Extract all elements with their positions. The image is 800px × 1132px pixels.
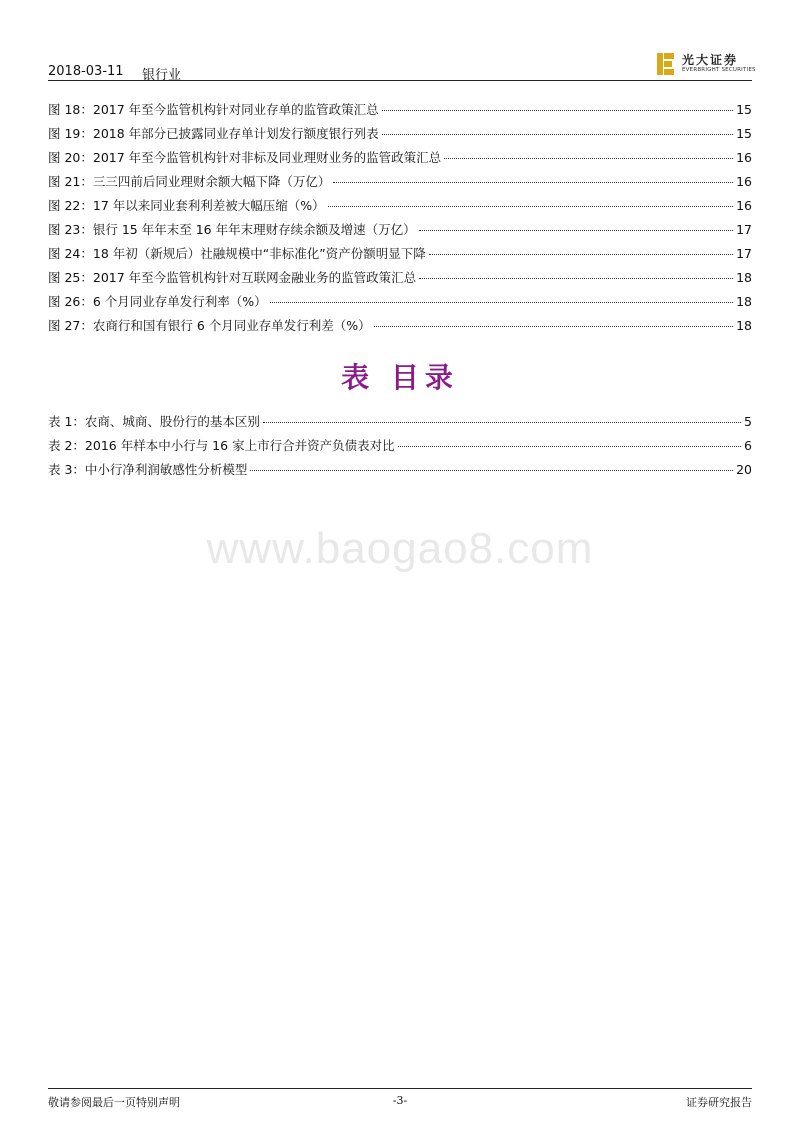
toc-leader-dots [263,422,741,423]
toc-entry-page[interactable]: 17 [736,246,752,261]
toc-leader-dots [250,470,733,471]
toc-entry-label[interactable]: 图 27：农商行和国有银行 6 个月同业存单发行利差（%） [48,318,371,333]
page-number: -3- [392,1094,408,1107]
table-toc-title: 表 目录 [341,361,459,394]
table-toc-list [48,410,752,482]
company-logo [656,50,756,78]
toc-entry-page[interactable]: 16 [736,174,752,189]
toc-entry-page[interactable]: 6 [744,438,752,453]
toc-leader-dots [398,446,741,447]
toc-entry[interactable] [48,146,752,170]
figure-toc-list [48,98,752,338]
page-header [48,50,756,83]
toc-entry-page[interactable]: 17 [736,222,752,237]
toc-entry[interactable] [48,242,752,266]
toc-entry[interactable] [48,410,752,434]
toc-entry-label[interactable]: 图 26：6 个月同业存单发行利率（%） [48,294,267,309]
toc-entry-label[interactable]: 表 3：中小行净利润敏感性分析模型 [48,462,248,477]
toc-leader-dots [328,206,733,207]
toc-entry-label[interactable]: 图 25：2017 年至今监管机构针对互联网金融业务的监管政策汇总 [48,270,417,285]
report-industry: 银行业 [142,68,182,83]
toc-entry-page[interactable]: 15 [736,102,752,117]
toc-entry-label[interactable]: 表 2：2016 年样本中小行与 16 家上市行合并资产负债表对比 [48,438,395,453]
toc-entry-label[interactable]: 图 20：2017 年至今监管机构针对非标及同业理财业务的监管政策汇总 [48,150,442,165]
toc-leader-dots [270,302,733,303]
report-date: 2018-03-11 [48,64,124,79]
toc-entry[interactable] [48,122,752,146]
toc-entry-page[interactable]: 16 [736,150,752,165]
toc-entry-label[interactable]: 图 21：三三四前后同业理财余额大幅下降（万亿） [48,174,331,189]
toc-leader-dots [382,110,733,111]
footer-disclaimer: 敬请参阅最后一页特别声明 [48,1096,180,1109]
everbright-logo-icon [656,52,676,76]
toc-entry-label[interactable]: 图 23：银行 15 年年末至 16 年年末理财存续余额及增速（万亿） [48,222,416,237]
toc-entry-label[interactable]: 图 24：18 年初（新规后）社融规模中“非标准化”资产份额明显下降 [48,246,426,261]
toc-entry-label[interactable]: 图 18：2017 年至今监管机构针对同业存单的监管政策汇总 [48,102,379,117]
toc-entry[interactable] [48,314,752,338]
toc-entry[interactable] [48,266,752,290]
toc-entry-page[interactable]: 18 [736,294,752,309]
toc-entry-page[interactable]: 15 [736,126,752,141]
toc-entry-page[interactable]: 18 [736,270,752,285]
toc-leader-dots [382,134,733,135]
footer-rule [48,1088,752,1089]
toc-entry[interactable] [48,170,752,194]
toc-entry[interactable] [48,218,752,242]
toc-leader-dots [419,230,734,231]
toc-leader-dots [333,182,733,183]
toc-entry[interactable] [48,434,752,458]
toc-entry[interactable] [48,290,752,314]
toc-leader-dots [419,278,733,279]
toc-leader-dots [429,254,733,255]
toc-entry[interactable] [48,194,752,218]
toc-entry-page[interactable]: 5 [744,414,752,429]
toc-leader-dots [444,158,733,159]
toc-entry[interactable] [48,98,752,122]
logo-text-cn: 光大证券 [682,53,739,67]
toc-entry[interactable] [48,458,752,482]
footer-report-type: 证券研究报告 [686,1096,752,1109]
watermark: www.baogao8.com [206,524,594,573]
logo-text-en: EVERBRIGHT SECURITIES [682,67,756,73]
toc-entry-label[interactable]: 表 1：农商、城商、股份行的基本区别 [48,414,260,429]
toc-entry-page[interactable]: 16 [736,198,752,213]
toc-entry-page[interactable]: 18 [736,318,752,333]
toc-entry-page[interactable]: 20 [736,462,752,477]
toc-entry-label[interactable]: 图 22：17 年以来同业套利利差被大幅压缩（%） [48,198,325,213]
toc-entry-label[interactable]: 图 19：2018 年部分已披露同业存单计划发行额度银行列表 [48,126,379,141]
toc-leader-dots [374,326,733,327]
